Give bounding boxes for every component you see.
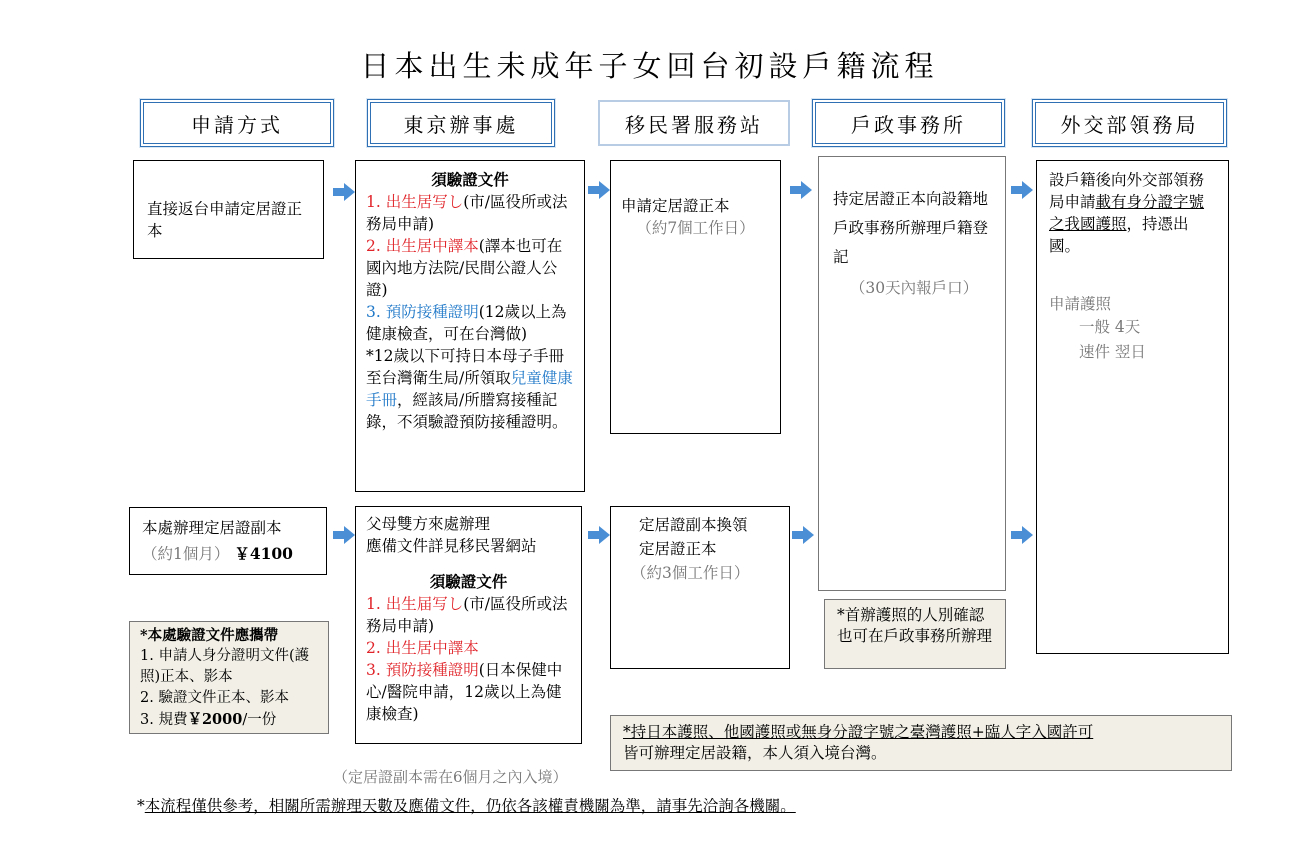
bring-item-1: 1. 申請人身分證明文件(護照)正本、影本 (140, 648, 310, 685)
immigration-copy-text-2: 定居證正本 (639, 540, 717, 558)
header-household: 戶政事務所 (812, 99, 1005, 147)
docs-title-2: 須驗證文件 (429, 572, 508, 591)
passport-note-text: *持日本護照、他國護照或無身分證字號之臺灣護照+臨人字入國許可 (623, 723, 1094, 741)
household-note-box (824, 599, 1006, 669)
tokyo-docs-box-2 (355, 506, 582, 744)
footer-note: *本流程僅供參考，相關所需辦理天數及應備文件，仍依各該權責機關為準，請事先洽詢各機關。 (137, 797, 796, 815)
mofa-box (1036, 160, 1229, 654)
arrow-right-icon (1011, 181, 1033, 199)
bring-item-3: 3. 規費￥2000/一份 (140, 711, 277, 728)
website-text: 應備文件詳見移民署網站 (366, 537, 537, 555)
passport-title: 申請護照 (1049, 295, 1112, 313)
bring-title: *本處驗證文件應攜帶 (140, 627, 279, 644)
parents-text: 父母雙方來處辦理 (366, 515, 491, 533)
header-mofa: 外交部領務局 (1032, 99, 1227, 147)
apply-direct-text: 直接返台申請定居證正本 (147, 200, 303, 240)
immigration-copy-days: （約3個工作日） (631, 564, 750, 582)
entry-note: （定居證副本需在6個月之內入境） (333, 768, 568, 786)
household-registration-box (818, 156, 1006, 591)
household-registration-days: （30天內報戶口） (849, 279, 979, 297)
passport-normal: 一般 4天 (1079, 318, 1141, 336)
apply-office-fee: ￥4100 (234, 544, 293, 563)
household-registration-text: 持定居證正本向設籍地戶政事務所辦理戶籍登記 (833, 190, 989, 266)
arrow-right-icon (588, 526, 610, 544)
immigration-copy-text: 定居證副本換領 (639, 516, 748, 534)
passport-note-text-2: 皆可辦理定居設籍，本人須入境台灣。 (623, 744, 887, 762)
header-immigration: 移民署服務站 (598, 100, 790, 146)
doc2-item-3: 3. 預防接種證明(日本保健中心/醫院申請，12歲以上為健康檢查) (366, 661, 563, 723)
passport-note-box (610, 715, 1232, 771)
apply-office-duration: （約1個月） ￥4100 (142, 544, 293, 563)
bring-item-2: 2. 驗證文件正本、影本 (140, 690, 289, 706)
bring-docs-box (129, 621, 329, 734)
handbook-note: *12歲以下可持日本母子手冊至台灣衛生局/所領取兒童健康手冊，經該局/所謄寫接種記錄，不須驗證預防接種證明。 (366, 347, 573, 431)
header-apply-method: 申請方式 (140, 99, 334, 147)
header-tokyo-office: 東京辦事處 (367, 99, 555, 147)
doc-item-3: 3. 預防接種證明(12歲以上為健康檢查，可在台灣做) (366, 303, 567, 343)
apply-office-box (129, 507, 327, 575)
arrow-right-icon (333, 183, 355, 201)
arrow-right-icon (1011, 526, 1033, 544)
immigration-original-box (610, 160, 781, 434)
mofa-text: 設戶籍後向外交部領務局申請載有身分證字號之我國護照，持憑出國。 (1049, 171, 1205, 255)
immigration-copy-box (610, 506, 790, 669)
doc-item-2: 2. 出生居中譯本(譯本也可在國內地方法院/民間公證人公證) (366, 237, 563, 299)
apply-office-text: 本處辦理定居證副本 (142, 519, 282, 537)
doc2-item-2: 2. 出生居中譯本 (366, 639, 479, 657)
household-note-text: *首辦護照的人別確認也可在戶政事務所辦理 (837, 606, 993, 645)
doc2-item-1: 1. 出生届写し(市/區役所或法務局申請) (366, 595, 568, 635)
doc-item-1: 1. 出生居写し(市/區役所或法務局申請) (366, 193, 568, 233)
immigration-original-text: 申請定居證正本 (621, 197, 730, 215)
passport-express: 速件 翌日 (1079, 343, 1146, 361)
tokyo-docs-box (355, 160, 585, 492)
apply-direct-box (133, 160, 324, 259)
arrow-right-icon (790, 181, 812, 199)
arrow-right-icon (333, 526, 355, 544)
docs-title: 須驗證文件 (431, 170, 509, 189)
immigration-original-days: （約7個工作日） (636, 219, 755, 237)
arrow-right-icon (588, 181, 610, 199)
page-title: 日本出生未成年子女回台初設戶籍流程 (360, 49, 939, 83)
arrow-right-icon (792, 526, 814, 544)
